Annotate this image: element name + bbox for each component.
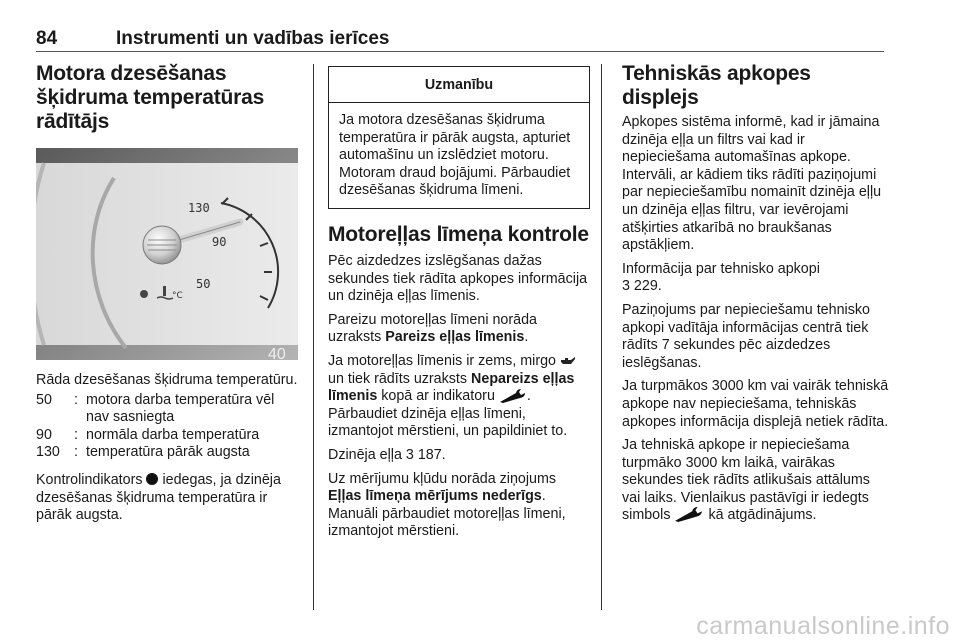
oil-invalid-message: Eļļas līmeņa mērījums nederīgs: [328, 488, 542, 505]
coolant-spec-list: [36, 392, 300, 462]
oil-paragraph-3: Ja motoreļļas līmenis ir zems, mirgo un tiek rādīts uzraksts Nepareizs eļļas līmenis kopā ar indikatoru . Pārbaudiet dzinēja eļļas līmeni, izmantojot mērstieni, un papildiniet to.: [328, 352, 575, 440]
page-number: 84: [36, 28, 58, 49]
page-header: [36, 28, 884, 52]
warning-light-dot-icon: [146, 473, 158, 485]
watermark: carmanualsonline.info: [696, 612, 950, 640]
gauge-label-celsius: °C: [172, 291, 183, 301]
section-heading-service: Tehniskās apkopes displejs: [622, 62, 811, 109]
service-paragraph-3: Paziņojums par nepieciešamu tehnisko apkopi vadītāja informācijas centrā tiek rādīts 7 sekundes pēc aizdedzes ieslēgšanas.: [622, 301, 870, 371]
service-paragraph-1: Apkopes sistēma informē, kad ir jāmaina dzinēja eļļa un filtrs vai kad ir nepieciešama automašīnas apkope. Intervāli, ar kādiem tiks rādīti paziņojumi par nepieciešamību nomainīt dzinēja eļļu un dzinēja eļļas filtru, var ievērojami atšķirties atkarībā no braukšanas apstākļiem.: [622, 114, 882, 254]
gauge-label-130: 130: [188, 201, 210, 215]
column-coolant-text: [36, 372, 300, 525]
gauge-label-90: 90: [212, 235, 227, 249]
coolant-gauge-photo: [36, 148, 298, 360]
spec-row: 50 : motora darba temperatūra vēl nav sasniegta: [36, 391, 275, 426]
caution-body: Ja motora dzesēšanas šķidruma temperatūra ir pārāk augsta, apturiet automašīnu un izslēdziet motoru. Motoram draud bojājumi. Pārbaudiet dzesēšanas šķidruma līmeni.: [339, 112, 571, 199]
service-paragraph-5: Ja tehniskā apkope ir nepieciešama turpmāko 3000 km laikā, vairākas sekundes tiek rādīts atlikušais attālums vai laiks. Vienlaikus pastāvīgi ir iedegts simbols kā atgādinājums.: [622, 437, 870, 524]
page-reference: 3 187.: [405, 446, 446, 463]
service-paragraph-4: Ja turpmākos 3000 km vai vairāk tehniskā apkope nav nepieciešama, tehniskās apkopes informācija displejā netiek rādīta.: [622, 378, 889, 430]
wrench-icon: [674, 507, 704, 522]
wrench-icon: [499, 389, 527, 403]
column-service-display: [622, 62, 890, 525]
section-heading-oil-level: Motoreļļas līmeņa kontrole: [328, 222, 589, 246]
section-heading-coolant: Motora dzesēšanas šķidruma temperatūras rādītājs: [36, 62, 265, 133]
oil-paragraph-4: Dzinēja eļļa 3 187.: [328, 446, 446, 463]
oil-can-icon: [560, 356, 576, 367]
header-title: Instrumenti un vadības ierīces: [116, 28, 390, 49]
spec-row: 90 : normāla darba temperatūra: [36, 426, 260, 443]
oil-paragraph-5: Uz mērījumu kļūdu norāda ziņojums Eļļas līmeņa mērījums nederīgs. Manuāli pārbaudiet motoreļļas līmeni, izmantojot mērstieni.: [328, 470, 566, 540]
coolant-intro: Rāda dzesēšanas šķidruma temperatūru.: [36, 372, 298, 388]
oil-paragraph-2: Pareizu motoreļļas līmeni norāda uzraksts Pareizs eļļas līmenis.: [328, 311, 537, 346]
header-rule: [36, 51, 884, 52]
column-coolant-gauge: [36, 62, 300, 134]
page-reference: 3 229.: [622, 278, 662, 295]
caution-box: [328, 66, 590, 209]
spec-row: 130 : temperatūra pārāk augsta: [36, 444, 250, 461]
oil-wrong-message: Nepareizs eļļas līmenis: [328, 370, 575, 405]
coolant-outro: Kontrolindikators iedegas, ja dzinēja dzesēšanas šķidruma temperatūra ir pārāk augsta.: [36, 471, 281, 524]
caution-title: Uzmanību: [329, 67, 589, 103]
oil-ok-message: Pareizs eļļas līmenis: [385, 329, 525, 346]
gauge-label-50: 50: [196, 277, 211, 291]
column-divider: [313, 64, 314, 610]
coolant-warning-light-icon: [140, 290, 148, 298]
column-oil-level: [328, 62, 590, 541]
oil-paragraph-1: Pēc aizdedzes izslēgšanas dažas sekundes tiek rādīta apkopes informācija un dzinēja eļļas līmenis.: [328, 252, 588, 305]
service-paragraph-2: Informācija par tehnisko apkopi 3 229.: [622, 260, 820, 295]
column-divider: [601, 64, 602, 610]
gauge-partial-scale: 40: [268, 346, 286, 360]
